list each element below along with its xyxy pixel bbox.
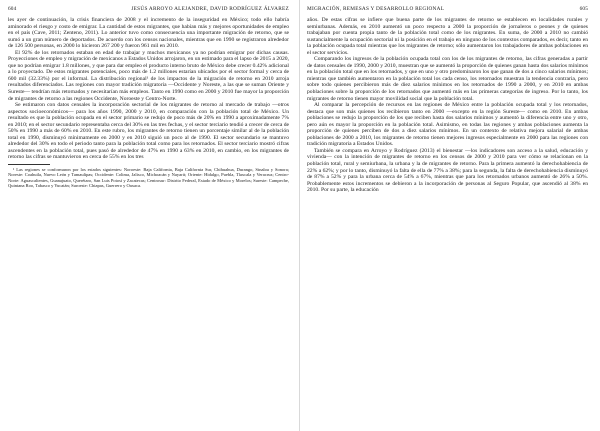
paragraph: También se compara en Arroyo y Rodríguez (2013) el bienestar —los indicadores son acceso a la salud, educación y vivienda— con la intención de migrantes de retorno en los censos de 2000 y 2010 para ver cómo se relacionan en la población total, rural y semiurbana, la urbana y la de migrantes de retorno. Para la primera aumentó la derechohabiencia de 22% a 62%; y por lo tanto, disminuyó la falta de ella de 77% a 38%; para la segunda, la falta de derechohabiencia disminuyó de 87% a 52% y para la urbana cerca de 54% a 67%, mientras que para los retornados urbanos aumentó de 26% a 50%. Probablemente estos incrementos se debieron a la incorporación de personas al Seguro Popular, que ascendió al 38% en 2010. Por su parte, la educación xyxy=(307,147,588,194)
paragraph: les ayer de continuación, la crisis financiera de 2008 y el incremento de la inseguridad en México; todo ello habría aminorado el riesgo y costo de emigrar. La cantidad de estos migrantes, que habían más y mejores oportunidades de empleo en el país (Cave, 2011; Zenteno, 2011). Lo anterior tuvo como consecuencia una importante migración de retorno, que se sumó a un gran número de deportados. De acuerdo con los censos nacionales, mientras que en 1990 se registraron alrededor de 126 500 personas, en 2000 lo hicieron 267 200 y fueron 961 mil en 2010. xyxy=(8,17,289,50)
right-running-head: MIGRACIÓN, REMESAS Y DESARROLLO REGIONAL xyxy=(307,6,445,12)
left-page-body xyxy=(8,17,289,161)
paragraph: años. De estas cifras se infiere que buena parte de los migrantes de retorno se establecen en localidades rurales y semiurbanas. Además, en 2010 aumentó un poco respecto a 2000 la proporción de jornaleros o peones y de quienes trabajaban por cuenta propia tanto de la población total como de los migrantes. En suma, de 2000 a 2010 no cambió sustancialmente la ocupación sectorial ni la posición en el trabajo en ninguno de los contextos comparados, es decir, tanto en la población ocupada total mientras que los migrantes de retorno; sólo aumentaron los trabajadores de ambas poblaciones en el sector servicios. xyxy=(307,17,588,56)
footnote xyxy=(8,167,289,188)
footnote-divider xyxy=(8,164,50,165)
page-gutter xyxy=(299,0,300,431)
right-page xyxy=(303,0,596,431)
right-page-number: 605 xyxy=(579,6,588,12)
paragraph: Se estimaron con datos censales la incorporación sectorial de los migrantes de retorno al mercado de trabajo —otros aspectos socioeconómicos— para los años 1990, 2000 y 2010, en comparación con la población total de México. Un resultado es que la población ocupada en el sector primario se redujo de poco más de 20% en 1990 a aproximadamente 7% en 2010; en el sector secundario representaba cerca del 30% en las tres fechas, y el sector terciario tendió a crecer de cerca de 50% en 1990 a más de 60% en 2010. En este rubro, los migrantes de retorno tienen un porcentaje similar al de la población total en 1990, disminuyó mínimamente en 2000 y en 2010 siguió un poco al de 1990. El sector secundario se mantuvo alrededor del 30% en todo el periodo tanto para la población total como para los retornados. El sector terciario mostró cifras ascendentes en la población total, pues pasó de alrededor de 47% en 1990 a 63% en 2010, en cambio, en los migrantes de retorno las cifras se mantuvieron en cerca de 55% en los tres xyxy=(8,102,289,161)
paragraph: Al comparar la percepción de recursos en las regiones de México entre la población ocupada total y los retornados, destaca que son más quienes los recibieron tanto en 2000 —excepto en la región Sureste— como en 2010. En ambas poblaciones se redujo la proporción de los que reciben hasta dos salarios mínimos y aumentó la diferencia entre uno y otro, pero aún es mayor la proporción en la población total. Asimismo, en todas las regiones y ambas poblaciones aumenta la proporción de quienes perciben de dos a diez salarios mínimos. En un contexto de relativa mejora salarial de ambas poblaciones de 2000 a 2010, los migrantes de retorno tienen mejores ingresos especialmente en 2000 para las regiones con tradición migratoria a Estados Unidos. xyxy=(307,102,588,148)
footnote-text: ¹ Las regiones se conformaron por los estados siguientes: Noroeste: Baja California, Baja California Sur, Chihuahua, Durango, Sinaloa y Sonora; Noreste: Coahuila, Nuevo León y Tamaulipas; Occidente: Colima, Jalisco, Michoacán y Nayarit; Oriente: Hidalgo, Puebla, Tlaxcala y Veracruz; Centro-Norte: Aguascalientes, Guanajuato, Querétaro, San Luis Potosí y Zacatecas; Centrosur: Distrito Federal, Estado de México y Morelos; Sureste: Campeche, Quintana Roo, Tabasco y Yucatán; Suroeste: Chiapas, Guerrero y Oaxaca. xyxy=(8,167,289,188)
paragraph: El 92% de los retornados estaban en edad de trabajar y muchos mexicanos ya no podrían emigrar por dichas causas. Proyecciones de empleo y migración de mexicanos a Estados Unidos arrojaron, en un estimado para el lapso de 2015 a 2020, que no podrían emigrar 1.8 millones, y que para dar empleo el producto interno bruto de México debe crecer 0.42% adicional a lo proyectado. De estos migrantes potenciales, poco más de 1.2 millones estarían ubicados por el sector formal y cerca de 600 mil (32.33%) por el informal. La distribución regional¹ de los impactos de la migración de retorno en 2010 arroja resultados diferenciados. Las regiones con mayor tradición migratoria —Occidente y Noreste, a las que se suman Oriente y Sureste— tendrían más retornados y necesitarían más empleos. Tanto en 1990 como en 2000 y 2010 fue mayor la proporción de migrantes de retorno a las regiones Occidente, Noroeste y Centro-Norte. xyxy=(8,49,289,102)
right-page-header xyxy=(307,6,588,15)
left-page xyxy=(0,0,293,431)
left-page-header xyxy=(8,6,289,15)
paragraph: Comparando los ingresos de la población ocupada total con los de los migrantes de retorno, las cifras generadas a partir de datos censales de 1990, 2000 y 2010, muestran que se aumentó la proporción de quienes ganan hasta dos salarios mínimos en la población total que en los retornados, y que en uno y otro predominaron los que ganan de dos a cinco salarios mínimos; mientras que también aumentaron en la población total los cada censo, los retornados muestran la tendencia contraria, pero sobre todo quienes percibieron más de diez salarios mínimos en los retornados de 1990 a 2000, y en 2010 en ambas poblaciones sobre la proporción de los retornados que aumentó más en las primeras categorías de ingreso. Por lo tanto, los migrantes de retorno tienen mayor movilidad social que la población total. xyxy=(307,56,588,102)
left-page-number: 604 xyxy=(8,6,17,12)
left-running-head: JESÚS ARROYO ALEJANDRE, DAVID RODRÍGUEZ ÁLVAREZ xyxy=(131,6,289,12)
right-page-body xyxy=(307,17,588,194)
